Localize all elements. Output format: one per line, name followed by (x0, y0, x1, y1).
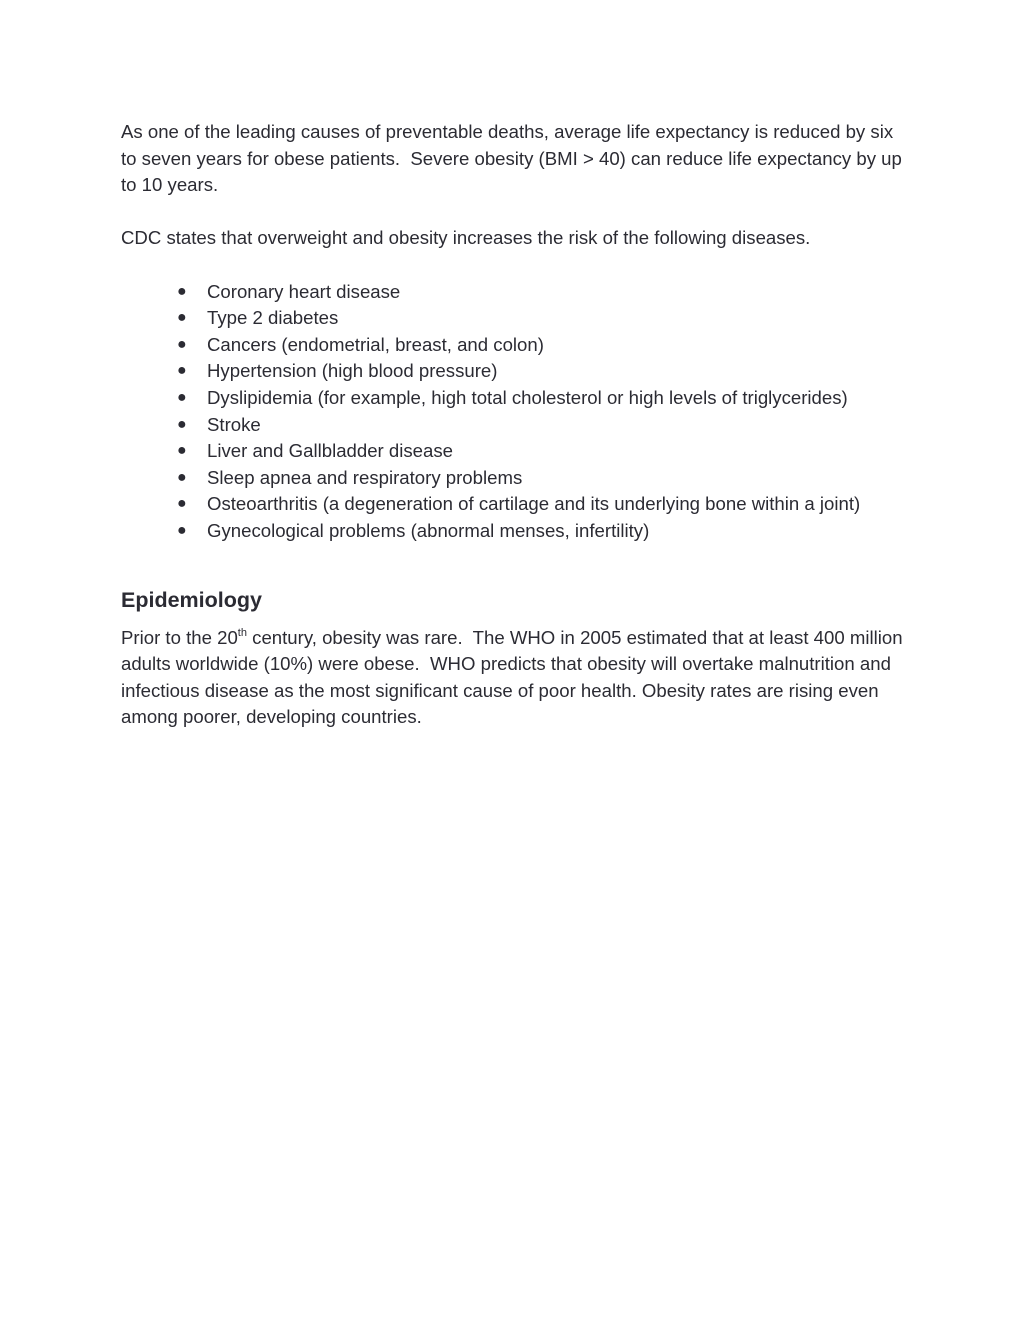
list-item-text: Sleep apnea and respiratory problems (207, 466, 523, 488)
list-item (121, 491, 911, 518)
cdc-lead-paragraph: CDC states that overweight and obesity increases the risk of the following diseases. (121, 227, 811, 249)
list-item (121, 438, 911, 465)
document-page (121, 119, 911, 731)
list-item (121, 385, 911, 412)
list-item (121, 465, 911, 492)
list-item-text: Stroke (207, 413, 261, 435)
list-item-text: Osteoarthritis (a degeneration of cartilage and its underlying bone within a joint) (207, 493, 861, 515)
epidemiology-heading: Epidemiology (121, 587, 262, 612)
list-item-text: Gynecological problems (abnormal menses, infertility) (207, 519, 650, 541)
bullet-icon: ● (177, 282, 187, 300)
bullet-icon: ● (177, 388, 187, 406)
list-item-text: Type 2 diabetes (207, 307, 339, 329)
list-item (121, 518, 911, 545)
ordinal-superscript: th (237, 626, 247, 639)
epidemiology-text-rest: century, obesity was rare. The WHO in 2005 estimated that at least 400 million adults worldwide (10%) were obese. WHO predicts that obesity will overtake malnutrition and infectious disease as the most significant cause of poor health. Obesity rates are rising even among poorer, developing countries. (121, 626, 908, 728)
bullet-icon: ● (177, 442, 187, 460)
bullet-icon: ● (177, 362, 187, 380)
intro-paragraph: As one of the leading causes of preventable deaths, average life expectancy is reduced by six to seven years for obese patients. Severe obesity (BMI > 40) can reduce life expectancy by up to 10 years. (121, 121, 908, 196)
epidemiology-text-start: Prior to the 20 (121, 626, 238, 648)
list-item (121, 279, 911, 306)
list-item (121, 358, 911, 385)
disease-risk-list (121, 279, 911, 545)
bullet-icon: ● (177, 415, 187, 433)
bullet-icon: ● (177, 309, 187, 327)
bullet-icon: ● (177, 335, 187, 353)
list-item (121, 332, 911, 359)
list-item (121, 412, 911, 439)
list-item-text: Liver and Gallbladder disease (207, 440, 454, 462)
list-item-text: Coronary heart disease (207, 280, 401, 302)
epidemiology-paragraph (121, 625, 911, 731)
bullet-icon: ● (177, 521, 187, 539)
bullet-icon: ● (177, 468, 187, 486)
list-item-text: Hypertension (high blood pressure) (207, 360, 498, 382)
list-item-text: Dyslipidemia (for example, high total cholesterol or high levels of triglycerides) (207, 386, 848, 408)
list-item (121, 305, 911, 332)
bullet-icon: ● (177, 495, 187, 513)
list-item-text: Cancers (endometrial, breast, and colon) (207, 333, 544, 355)
